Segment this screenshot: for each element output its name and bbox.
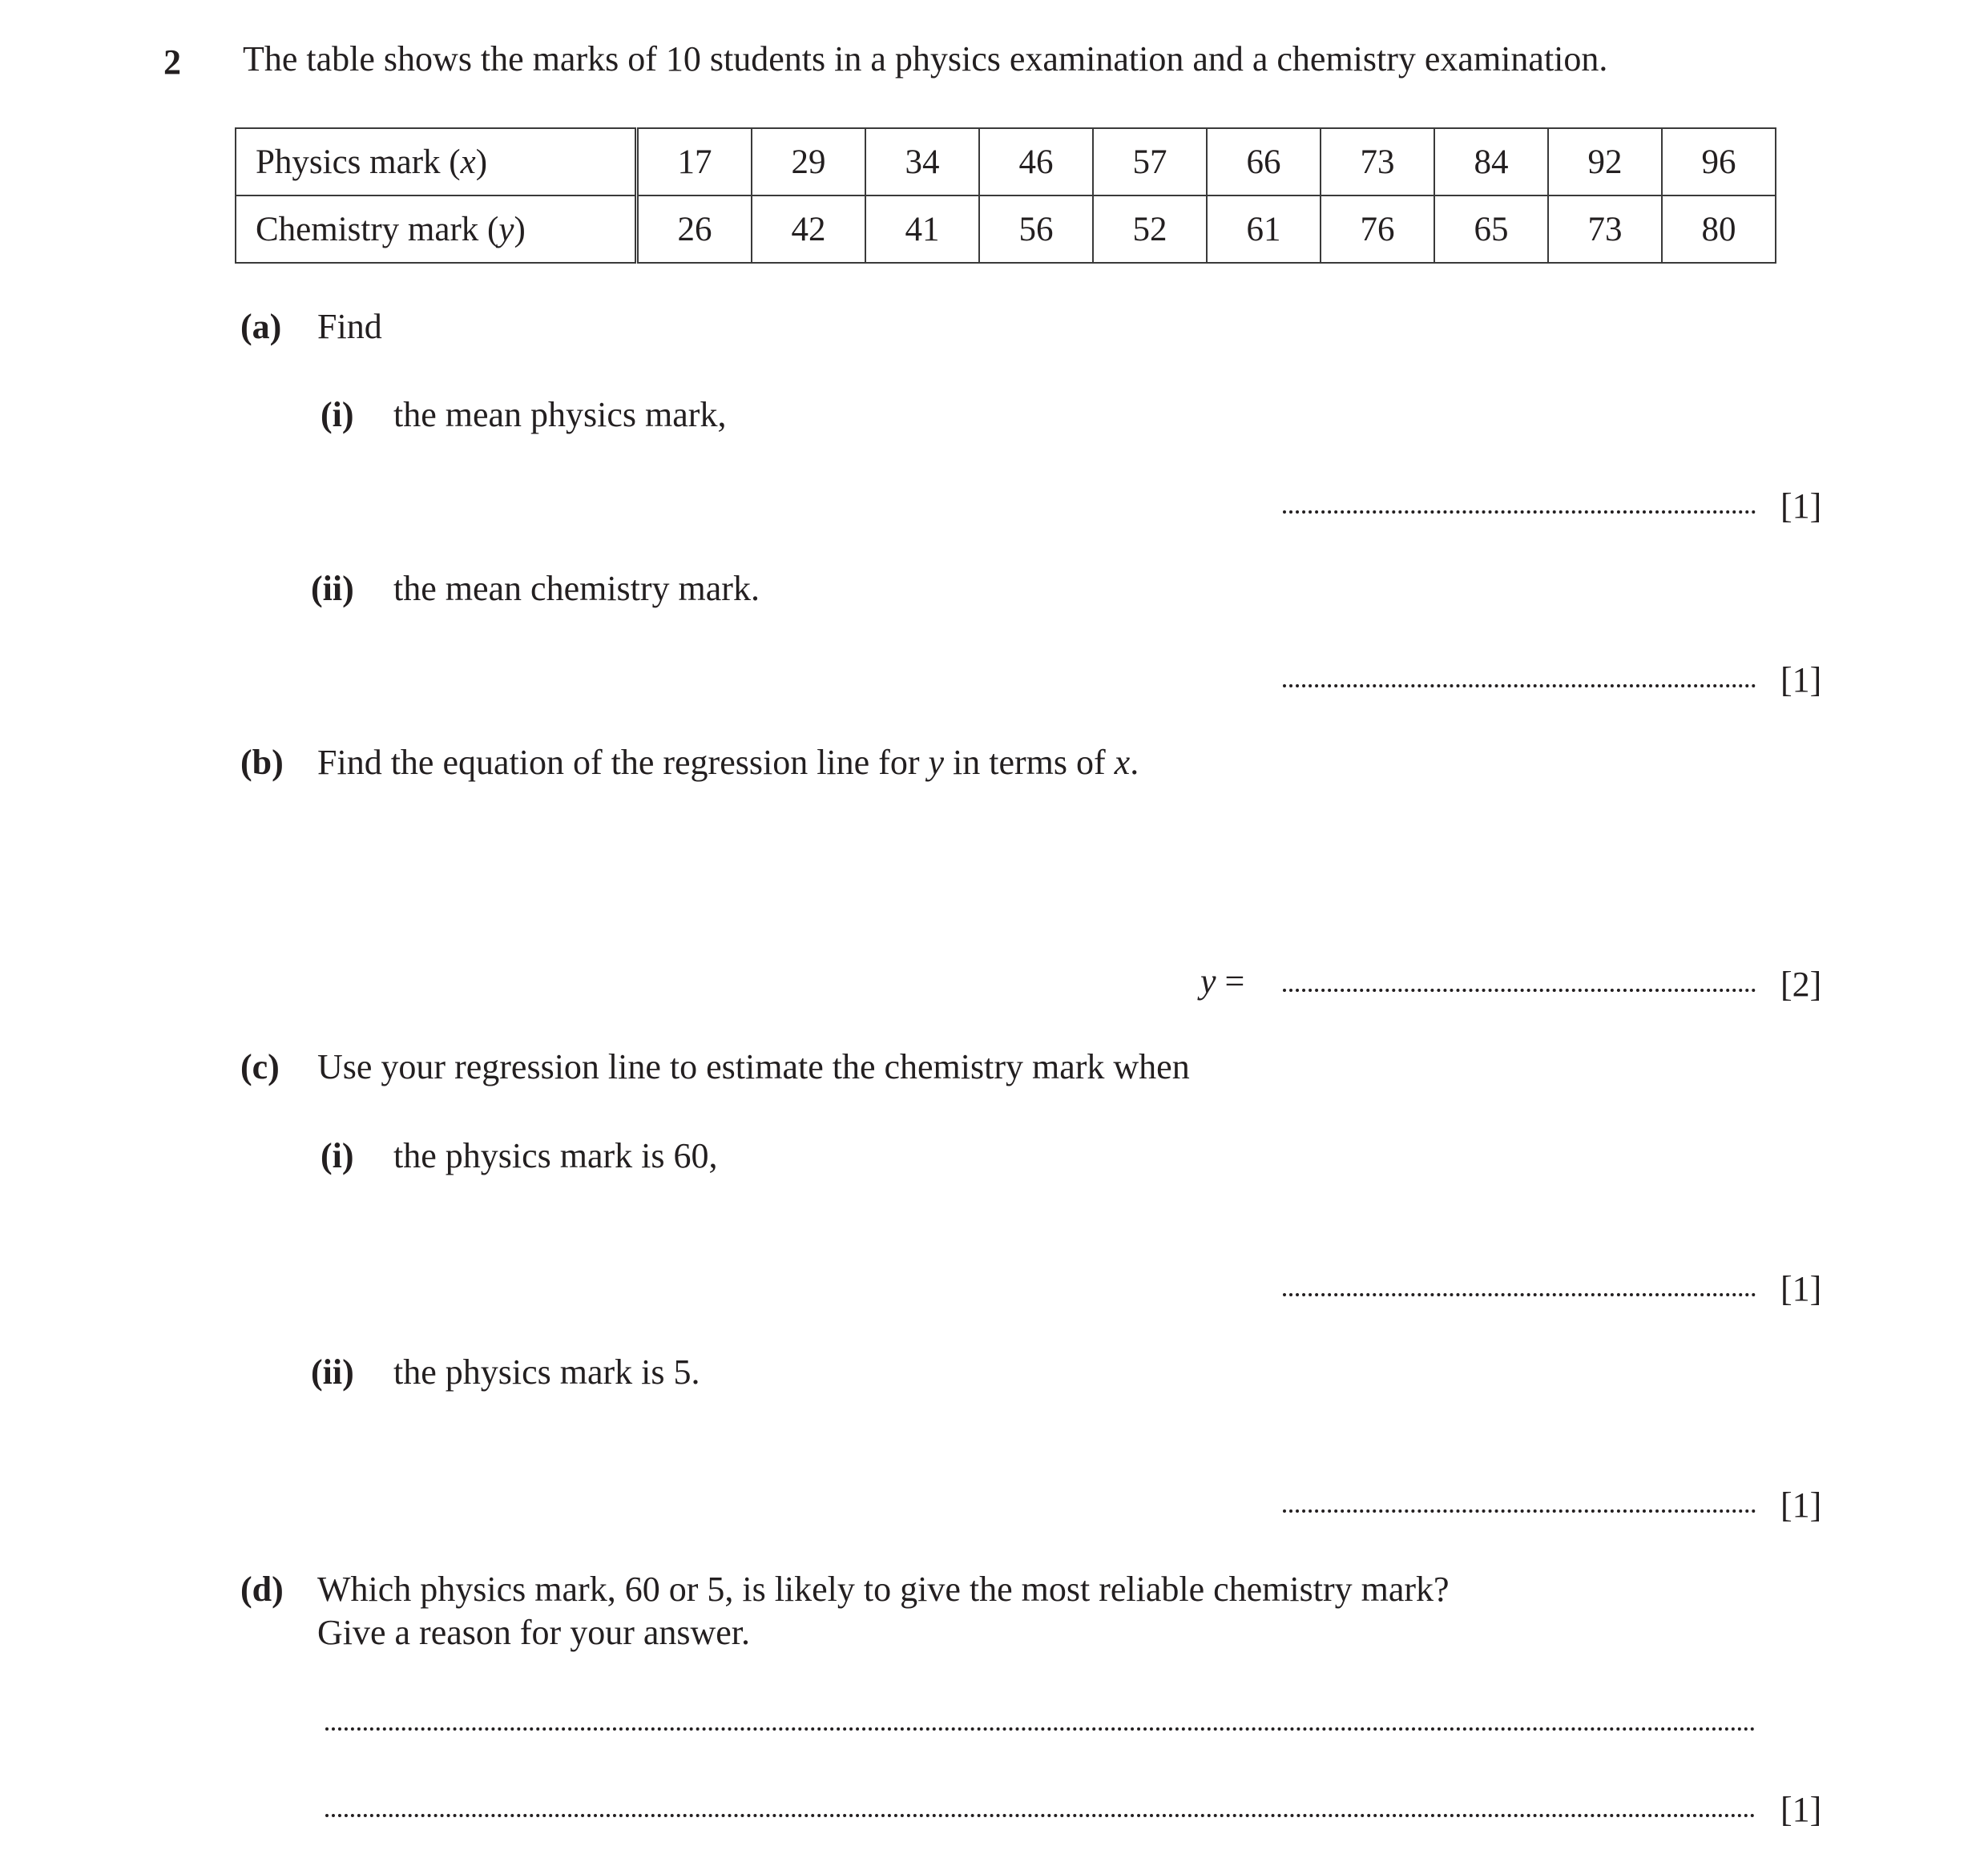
part-a-ii-text: the mean chemistry mark. <box>393 569 760 608</box>
part-a-text: Find <box>317 307 382 346</box>
answer-line-d-1[interactable] <box>325 1727 1756 1731</box>
answer-prefix-b <box>1200 961 1245 1001</box>
table-cell: 66 <box>1207 128 1321 195</box>
table-cell: 56 <box>979 195 1093 263</box>
part-b-text-mid: in terms of <box>953 743 1106 782</box>
part-d-line2: Give a reason for your answer. <box>317 1613 751 1652</box>
table-cell: 41 <box>865 195 979 263</box>
part-a-ii-label: (ii) <box>311 569 354 608</box>
marks-a-ii: [1] <box>1780 660 1822 699</box>
answer-line-c-i[interactable] <box>1283 1293 1756 1296</box>
var-y: y <box>928 743 945 782</box>
marks-a-i: [1] <box>1780 486 1822 526</box>
answer-line-a-ii[interactable] <box>1283 684 1756 687</box>
marks-d: [1] <box>1780 1790 1822 1829</box>
question-intro: The table shows the marks of 10 students in a physics examination and a chemistry examination. <box>243 39 1608 79</box>
row-header-physics: Physics mark (x) <box>236 128 637 195</box>
table-cell: 96 <box>1662 128 1776 195</box>
row-label: Physics mark <box>256 143 441 181</box>
table-cell: 65 <box>1434 195 1548 263</box>
part-d-line1: Which physics mark, 60 or 5, is likely to give the most reliable chemistry mark? <box>317 1570 1450 1609</box>
part-c-label: (c) <box>240 1047 280 1086</box>
answer-line-d-2[interactable] <box>325 1814 1756 1817</box>
answer-prefix-var: y <box>1200 961 1216 1001</box>
marks-c-i: [1] <box>1780 1269 1822 1308</box>
row-variable: y <box>498 210 514 248</box>
part-a-label: (a) <box>240 307 282 346</box>
answer-line-c-ii[interactable] <box>1283 1509 1756 1513</box>
marks-table <box>235 127 1776 264</box>
table-cell: 46 <box>979 128 1093 195</box>
part-b-text <box>317 745 1139 780</box>
table-cell: 73 <box>1548 195 1662 263</box>
row-header-chemistry: Chemistry mark (y) <box>236 195 637 263</box>
table-cell: 52 <box>1093 195 1207 263</box>
part-a-i-text: the mean physics mark, <box>393 395 727 434</box>
part-b-text-pre: Find the equation of the regression line for <box>317 743 920 782</box>
marks-b: [2] <box>1780 965 1822 1004</box>
table-cell: 34 <box>865 128 979 195</box>
table-cell: 17 <box>637 128 752 195</box>
table-cell: 26 <box>637 195 752 263</box>
answer-line-b[interactable] <box>1283 989 1756 992</box>
part-a-i-label: (i) <box>321 395 354 434</box>
part-c-i-text: the physics mark is 60, <box>393 1136 718 1175</box>
question-number: 2 <box>163 42 181 82</box>
marks-c-ii: [1] <box>1780 1485 1822 1525</box>
table-cell: 29 <box>752 128 865 195</box>
table-cell: 80 <box>1662 195 1776 263</box>
row-label: Chemistry mark <box>256 210 479 248</box>
table-cell: 73 <box>1321 128 1434 195</box>
part-b-text-post: . <box>1130 743 1139 782</box>
table-cell: 76 <box>1321 195 1434 263</box>
var-x: x <box>1114 743 1131 782</box>
table-cell: 61 <box>1207 195 1321 263</box>
table-cell: 84 <box>1434 128 1548 195</box>
part-c-text: Use your regression line to estimate the chemistry mark when <box>317 1047 1190 1086</box>
table-row-physics <box>236 128 1776 195</box>
part-c-i-label: (i) <box>321 1136 354 1175</box>
table-cell: 57 <box>1093 128 1207 195</box>
row-variable: x <box>460 143 476 181</box>
answer-prefix-eq: = <box>1224 961 1245 1001</box>
part-d-label: (d) <box>240 1570 284 1609</box>
table-cell: 92 <box>1548 128 1662 195</box>
part-c-ii-label: (ii) <box>311 1352 354 1392</box>
table-row-chemistry <box>236 195 1776 263</box>
part-c-ii-text: the physics mark is 5. <box>393 1352 700 1392</box>
table-cell: 42 <box>752 195 865 263</box>
answer-line-a-i[interactable] <box>1283 510 1756 514</box>
part-b-label: (b) <box>240 743 284 782</box>
